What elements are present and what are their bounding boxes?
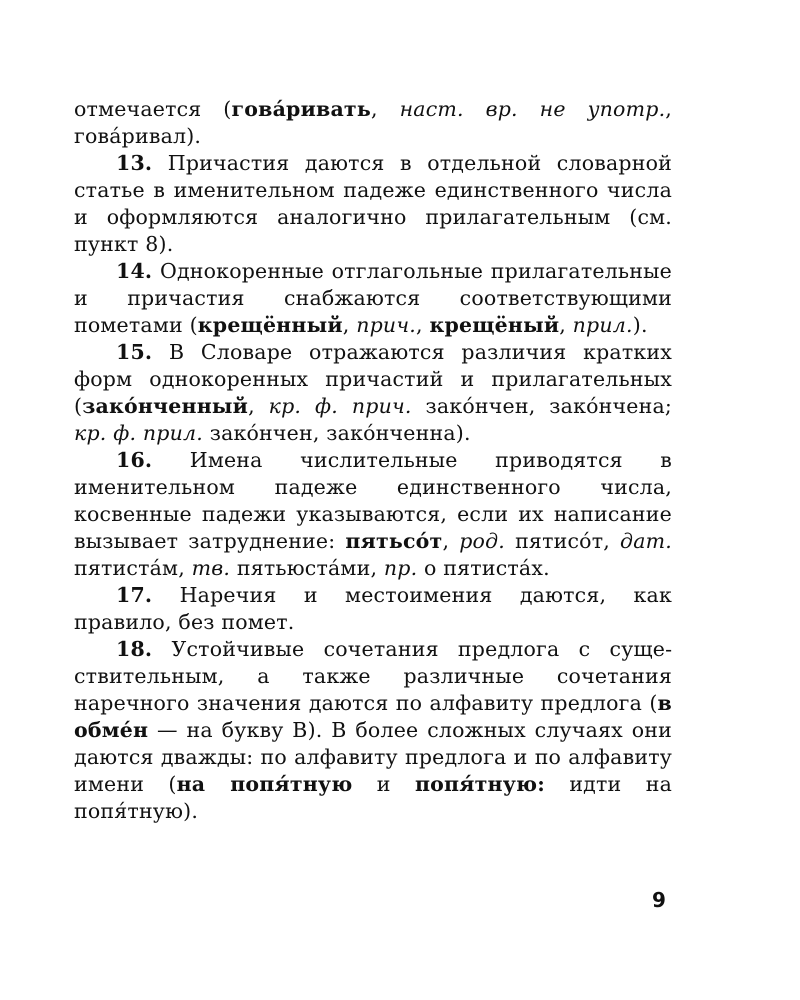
page-body	[74, 96, 672, 825]
grammar-label: пр.	[383, 556, 418, 580]
grammar-label: кр. ф. прич.	[268, 394, 412, 418]
headword: попя́тную:	[414, 772, 546, 796]
headword: в обме́н	[74, 691, 672, 742]
text: В Словаре отражаются различия кратких форм однокоренных причастий и прилагательных (	[74, 340, 672, 418]
text: Однокоренные отглагольные прилагательные и причастия снабжаются соответствующими пометами (	[74, 259, 672, 337]
text: зако́нчен, зако́нченна).	[202, 421, 471, 445]
grammar-label: прил.	[572, 313, 633, 337]
text: Устойчивые сочетания предлога с существительным, а также различные сочетания наречного значения даются по алфавиту предлога (	[74, 637, 672, 715]
paragraph-number: 14.	[116, 259, 153, 283]
paragraph-13	[74, 150, 672, 258]
paragraph-17	[74, 582, 672, 636]
text: отмечается (	[74, 97, 232, 121]
paragraph-number: 18.	[116, 637, 153, 661]
text: о пятиста́х.	[417, 556, 550, 580]
paragraph-18	[74, 636, 672, 825]
grammar-label: прич.	[356, 313, 417, 337]
text: пятьюста́ми,	[230, 556, 384, 580]
headword: зако́нченный	[82, 394, 249, 418]
text: ,	[248, 394, 269, 418]
paragraph-14	[74, 258, 672, 339]
grammar-label: кр. ф. прил.	[74, 421, 203, 445]
headword: пятьсо́т	[345, 529, 443, 553]
text: зако́нчен, зако́нчена;	[411, 394, 672, 418]
headword: гова́ривать	[231, 97, 371, 121]
grammar-label: наст. вр. не употр.	[399, 97, 666, 121]
paragraph-number: 13.	[116, 151, 153, 175]
grammar-label: род.	[459, 529, 506, 553]
paragraph-number: 17.	[116, 583, 153, 607]
text: идти на попя́тную).	[74, 772, 673, 823]
grammar-label: дат.	[620, 529, 672, 553]
paragraph-16	[74, 447, 672, 582]
text: ,	[559, 313, 573, 337]
paragraph-number: 16.	[116, 448, 153, 472]
page-number: 9	[652, 888, 666, 912]
text: Наречия и местоимения даются, как правило, без помет.	[74, 583, 672, 634]
text: пятисо́т,	[505, 529, 621, 553]
text: пятиста́м,	[74, 556, 192, 580]
headword: на попя́тную	[176, 772, 353, 796]
text: ,	[442, 529, 460, 553]
paragraph-number: 15.	[116, 340, 153, 364]
text: , гова́ривал).	[74, 97, 672, 148]
headword: крещёный	[429, 313, 560, 337]
text: ,	[370, 97, 400, 121]
paragraph-continued	[74, 96, 672, 150]
text: — на букву В). В более сложных случаях они даются дважды: по алфавиту предлога и по алфавиту имени (	[74, 718, 672, 796]
text: ).	[632, 313, 648, 337]
grammar-label: тв.	[191, 556, 231, 580]
text: ,	[342, 313, 357, 337]
text: ,	[416, 313, 430, 337]
paragraph-15	[74, 339, 672, 447]
text: Причастия даются в отдельной словарной статье в именительном падеже единственного числа и оформляются аналогично прилагательным (см. пункт 8).	[74, 151, 672, 256]
text: и	[352, 772, 415, 796]
text: Имена числительные приводятся в именительном падеже единственного числа, косвенные падежи указываются, если их написание вызывает затруднение:	[74, 448, 672, 553]
headword: крещённый	[197, 313, 343, 337]
